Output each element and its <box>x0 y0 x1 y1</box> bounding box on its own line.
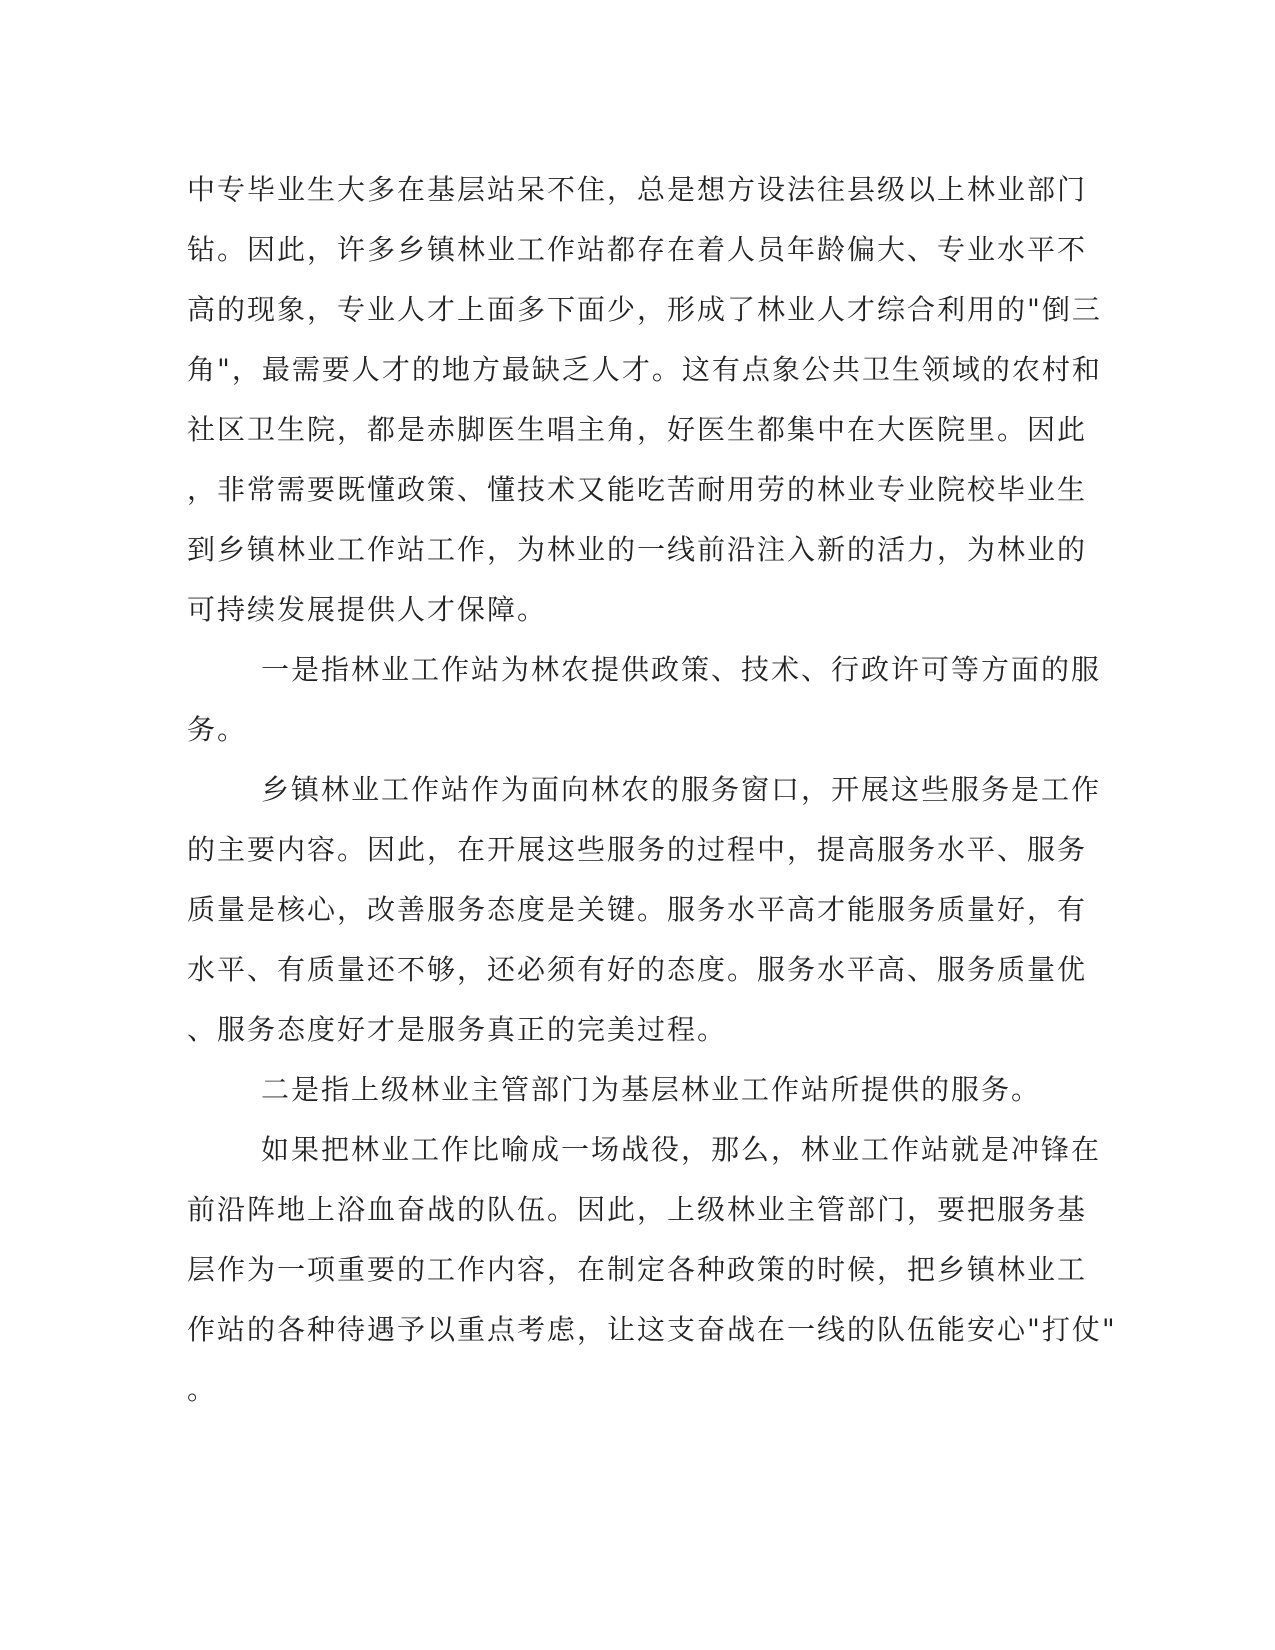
text-line: 到乡镇林业工作站工作，为林业的一线前沿注入新的活力，为林业的 <box>187 533 1088 566</box>
text-line: 层作为一项重要的工作内容，在制定各种政策的时候，把乡镇林业工 <box>187 1253 1088 1286</box>
text-line: 高的现象，专业人才上面多下面少，形成了林业人才综合利用的"倒三 <box>187 293 1102 326</box>
text-line: 质量是核心，改善服务态度是关键。服务水平高才能服务质量好，有 <box>187 893 1088 926</box>
paragraph-first-line: 如果把林业工作比喻成一场战役，那么，林业工作站就是冲锋在 <box>261 1133 1102 1166</box>
paragraph-first-line: 一是指林业工作站为林农提供政策、技术、行政许可等方面的服 <box>261 653 1102 686</box>
text-line: 可持续发展提供人才保障。 <box>187 593 548 626</box>
paragraph-first-line: 二是指上级林业主管部门为基层林业工作站所提供的服务。 <box>261 1073 1042 1106</box>
text-line: 的主要内容。因此，在开展这些服务的过程中，提高服务水平、服务 <box>187 833 1088 866</box>
text-line: 务。 <box>187 713 248 746</box>
text-line: 角"，最需要人才的地方最缺乏人才。这有点象公共卫生领域的农村和 <box>187 353 1102 386</box>
text-line: 水平、有质量还不够，还必须有好的态度。服务水平高、服务质量优 <box>187 953 1088 986</box>
text-line: 中专毕业生大多在基层站呆不住，总是想方设法往县级以上林业部门 <box>187 173 1088 206</box>
text-line: 社区卫生院，都是赤脚医生唱主角，好医生都集中在大医院里。因此 <box>187 413 1088 446</box>
text-line: 钻。因此，许多乡镇林业工作站都存在着人员年龄偏大、专业水平不 <box>187 233 1088 266</box>
paragraph-first-line: 乡镇林业工作站作为面向林农的服务窗口，开展这些服务是工作 <box>261 773 1102 806</box>
text-line: 作站的各种待遇予以重点考虑，让这支奋战在一线的队伍能安心"打仗" <box>187 1313 1117 1346</box>
text-line: ，非常需要既懂政策、懂技术又能吃苦耐用劳的林业专业院校毕业生 <box>187 473 1088 506</box>
text-line: 前沿阵地上浴血奋战的队伍。因此，上级林业主管部门，要把服务基 <box>187 1193 1088 1226</box>
text-line: 。 <box>187 1373 218 1406</box>
document-body <box>187 160 1117 1420</box>
text-line: 、服务态度好才是服务真正的完美过程。 <box>187 1013 728 1046</box>
